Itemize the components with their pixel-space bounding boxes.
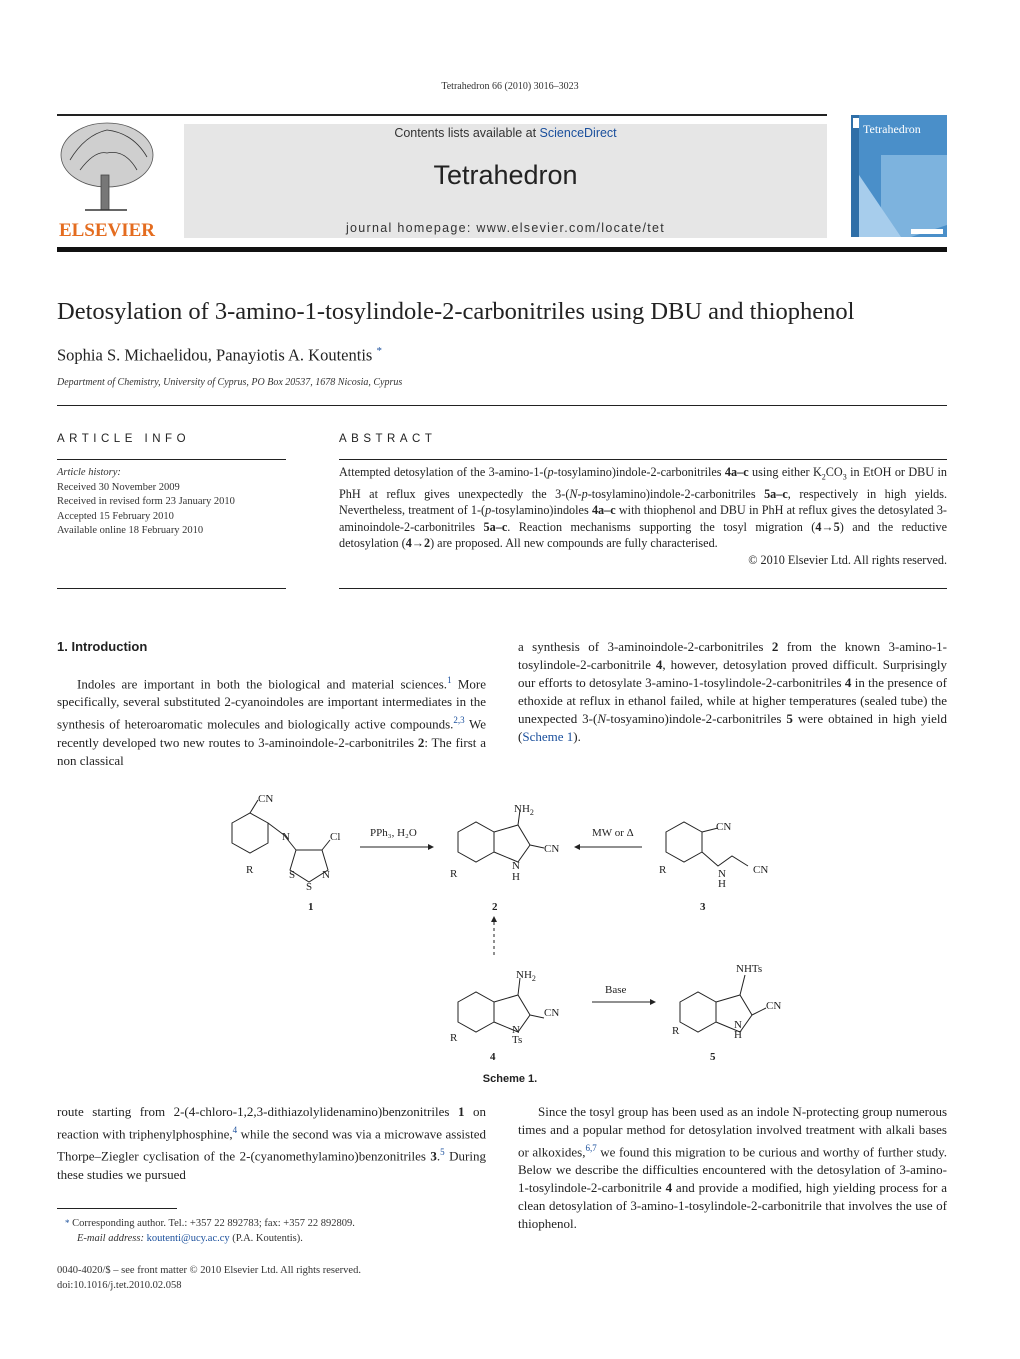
reaction-scheme-diagram	[200, 790, 840, 1090]
abstract-copyright: © 2010 Elsevier Ltd. All rights reserved.	[748, 552, 947, 567]
compound-label: 5	[710, 1051, 716, 1063]
svg-text:CN: CN	[753, 864, 769, 876]
reagent-label: Base	[605, 984, 627, 996]
abstract-heading: ABSTRACT	[339, 433, 437, 445]
scheme-1	[200, 790, 840, 1090]
svg-text:R: R	[450, 868, 458, 880]
running-head: Tetrahedron 66 (2010) 3016–3023	[441, 81, 579, 92]
article-title: Detosylation of 3-amino-1-tosylindole-2-carbonitriles using DBU and thiophenol	[57, 298, 855, 325]
email-link[interactable]: koutenti@ucy.ac.cy	[146, 1233, 230, 1244]
svg-text:R: R	[659, 864, 667, 876]
history-label: Article history:	[57, 467, 121, 478]
cover-image	[851, 115, 947, 237]
compound-label: 1	[308, 901, 314, 913]
svg-text:N: N	[322, 869, 330, 881]
scheme-link: Scheme 1	[522, 729, 574, 744]
divider	[339, 588, 947, 589]
svg-text:Cl: Cl	[330, 831, 341, 843]
authors: Sophia S. Michaelidou, Panayiotis A. Koutentis *	[57, 345, 382, 365]
svg-text:NHTs: NHTs	[736, 963, 763, 975]
received-date: Received 30 November 2009	[57, 481, 180, 493]
elsevier-tree-icon	[55, 115, 159, 239]
divider	[57, 588, 286, 589]
svg-text:CN: CN	[258, 793, 274, 805]
compound-label: 2	[492, 901, 498, 913]
divider	[339, 459, 947, 460]
footnote-rule	[57, 1208, 177, 1209]
journal-cover[interactable]	[851, 115, 947, 237]
article-history	[57, 466, 287, 539]
compound-label: 4	[490, 1051, 496, 1063]
journal-title: Tetrahedron	[433, 160, 578, 190]
svg-text:R: R	[672, 1025, 680, 1037]
svg-text:N: N	[718, 868, 726, 880]
elsevier-wordmark: ELSEVIER	[58, 220, 156, 239]
abstract-body: Attempted detosylation of the 3-amino-1-(p-tosylamino)indole-2-carbonitriles 4a–c using either $K_2CO_3$ in EtOH or DBU in PhH at reflux gives unexpectedly the 3-(N-p-tosylamino)indole-2-carbonitriles 5a–c, respectively in high yields. Nevertheless, treatment of 1-(p-tosylamino)indoles 4a–c with thiophenol and DBU in PhH at reflux gives the detosylated 3-aminoindole-2-carbonitriles 5a–c. Reaction mechanisms supporting the tosyl migration (4→5) and the reductive detosylation (4→2) are proposed. All new compounds are fully characterised. © 2010 Elsevier Ltd. All rights reserved.	[339, 465, 948, 567]
contents-line: Contents lists available at ScienceDirect	[394, 126, 617, 140]
affiliation: Department of Chemistry, University of Cyprus, PO Box 20537, 1678 Nicosia, Cyprus	[57, 377, 403, 388]
divider	[57, 405, 947, 406]
citation-link: 6,7	[585, 1143, 597, 1153]
online-date: Available online 18 February 2010	[57, 525, 204, 536]
accepted-date: Accepted 15 February 2010	[57, 510, 174, 522]
svg-text:H: H	[512, 871, 520, 883]
citation-link: 2,3	[453, 715, 465, 726]
svg-text:CN: CN	[544, 1007, 560, 1019]
svg-text:NH2: $NH_2$	[514, 803, 534, 817]
svg-text:R: R	[450, 1032, 458, 1044]
header-rule	[57, 114, 827, 116]
svg-text:N: N	[282, 831, 290, 843]
header-thick-rule	[57, 247, 947, 252]
svg-text:S: S	[306, 881, 313, 893]
svg-text:H: H	[734, 1029, 742, 1041]
scheme-caption: Scheme 1.	[482, 1073, 538, 1085]
bottom-meta	[57, 1264, 361, 1293]
journal-homepage[interactable]: journal homepage: www.elsevier.com/locate/tet	[345, 221, 666, 235]
svg-text:R: R	[246, 864, 254, 876]
svg-text:N: N	[512, 1024, 520, 1036]
sciencedirect-link[interactable]: ScienceDirect	[539, 126, 617, 140]
intro-paragraph-3: Since the tosyl group has been used as an indole N-protecting group numerous times and a popular method for detosylation involved treatment with alkali bases or alkoxides,$^{6,7}$ we found this migration to be curious and worthy of further study. Below we describe the difficulties encountered with the detosylation of 3-amino-1-tosylindole-2-carbonitrile 4 and provide a modified, high yielding process for a clean detosylation of 3-amino-1-tosylindole-2-carbonitrile that involves the use of thiophenol.	[518, 1104, 948, 1232]
revised-date: Received in revised form 23 January 2010	[57, 496, 235, 507]
intro-paragraph-1-cont: a synthesis of 3-aminoindole-2-carbonitriles 2 from the known 3-amino-1-tosylindole-2-carbonitrile 4, however, detosylation proved difficult. Surprisingly our efforts to detosylate 3-amino-1-tosylindole-2-carbonitriles 4 in the presence of ethoxide at reflux in ethanol failed, while at higher temperatures (sealed tube) the unexpected 3-(N-tosyamino)indole-2-carbonitriles 5 were obtained in high yield (Scheme 1).	[518, 639, 948, 744]
doi-line[interactable]: doi:10.1016/j.tet.2010.02.058	[57, 1279, 182, 1291]
svg-text:N: N	[734, 1019, 742, 1031]
cover-title: Tetrahedron	[863, 122, 921, 136]
article-info-heading: ARTICLE INFO	[57, 433, 191, 445]
reagent-label: MW or Δ	[592, 827, 634, 839]
corresponding-star[interactable]: *	[376, 345, 382, 357]
divider	[57, 459, 286, 460]
section-heading-introduction: 1. Introduction	[57, 639, 148, 654]
svg-text:CN: CN	[544, 843, 560, 855]
intro-paragraph-2: route starting from 2-(4-chloro-1,2,3-dithiazolylidenamino)benzonitriles 1 on reaction with triphenylphosphine,$^4$ while the second was via a microwave assisted Thorpe–Ziegler cyclisation of the 2-(cyanomethylamino)benzonitriles 3.$^5$ During these studies we pursued	[57, 1104, 487, 1182]
issn-line: 0040-4020/$ – see front matter © 2010 Elsevier Ltd. All rights reserved.	[57, 1265, 361, 1276]
svg-text:CN: CN	[766, 1000, 782, 1012]
svg-text:CN: CN	[716, 821, 732, 833]
citation-link: 1	[447, 675, 452, 685]
citation-link: 5	[440, 1147, 445, 1158]
citation-link: 4	[232, 1125, 238, 1135]
reagent-label: PPh₃, H₂O	[370, 827, 417, 839]
footnote: * Corresponding author. Tel.: +357 22 892783; fax: +357 22 892809. E-mail address: koutenti@ucy.ac.cy (P.A. Koutentis).	[65, 1218, 355, 1244]
footnote-star: *	[65, 1218, 70, 1228]
svg-text:NH2: $NH_2$	[516, 969, 536, 983]
svg-text:Ts: Ts	[512, 1034, 523, 1046]
svg-text:H: H	[718, 878, 726, 890]
elsevier-logo[interactable]	[55, 115, 159, 239]
compound-label: 3	[700, 901, 706, 913]
svg-text:S: S	[289, 869, 296, 881]
svg-text:N: N	[512, 860, 520, 872]
intro-paragraph-1: Indoles are important in both the biological and material sciences.$^1$ More specifically, several substituted 2-cyanoindoles are important intermediates in the synthesis of heteroaromatic molecules and biologically active compounds.$^{2,3}$ We recently developed two new routes to 3-aminoindole-2-carbonitriles 2: The first a non classical	[57, 675, 486, 768]
